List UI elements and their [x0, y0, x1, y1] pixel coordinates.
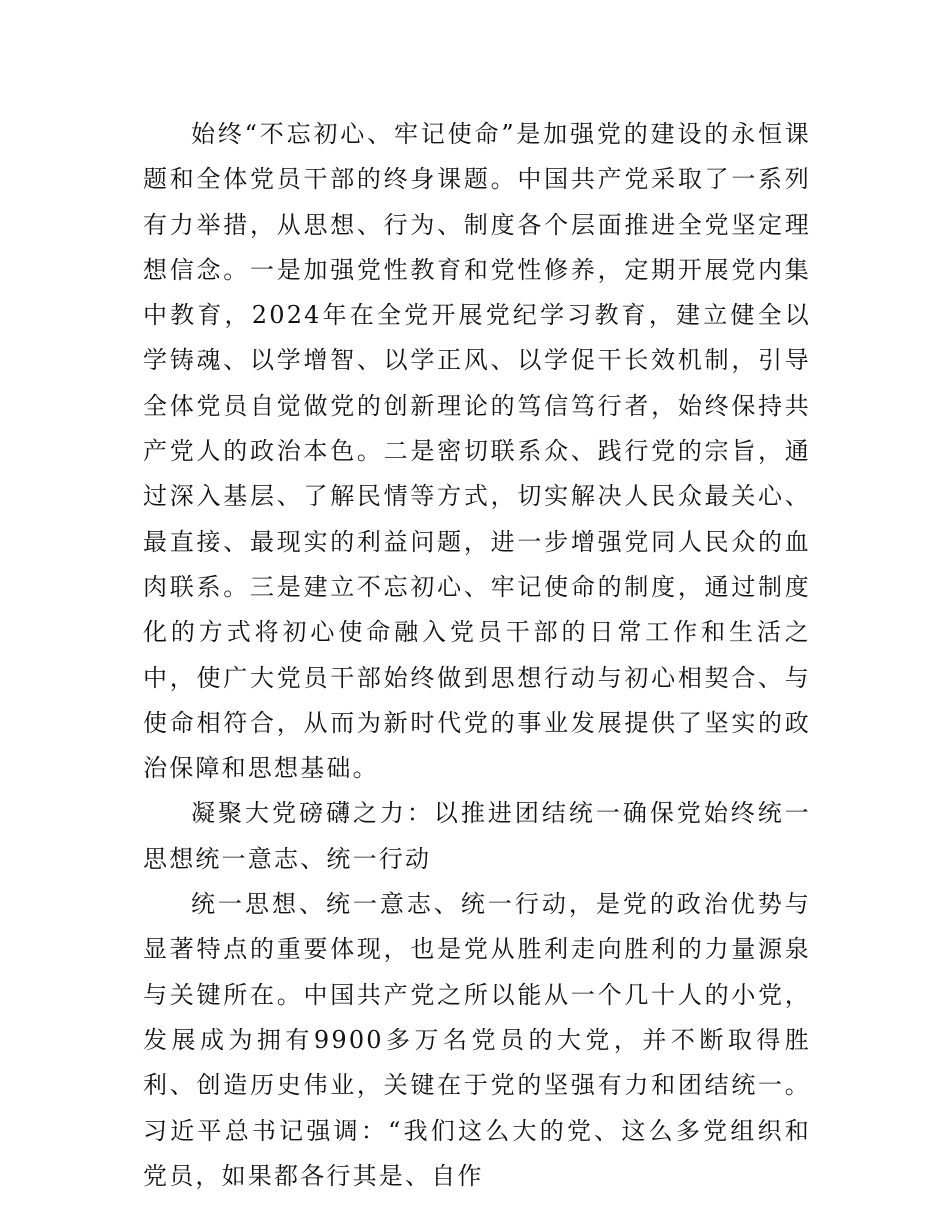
body-paragraph: 始终“不忘初心、牢记使命”是加强党的建设的永恒课题和全体党员干部的终身课题。中国共产党采取了一系列有力举措，从思想、行为、制度各个层面推进全党坚定理想信念。一是加强党性教育和党性修养，定期开展党内集中教育，2024年在全党开展党纪学习教育，建立健全以学铸魂、以学增智、以学正风、以学促干长效机制，引导全体党员自觉做党的创新理论的笃信笃行者，始终保持共产党人的政治本色。二是密切联系众、践行党的宗旨，通过深入基层、了解民情等方式，切实解决人民众最关心、最直接、最现实的利益问题，进一步增强党同人民众的血肉联系。三是建立不忘初心、牢记使命的制度，通过制度化的方式将初心使命融入党员干部的日常工作和生活之中，使广大党员干部始终做到思想行动与初心相契合、与使命相符合，从而为新时代党的事业发展提供了坚实的政治保障和思想基础。 [143, 120, 811, 783]
document-page [143, 112, 811, 1199]
section-heading: 凝聚大党磅礴之力：以推进团结统一确保党始终统一思想统一意志、统一行动 [143, 799, 811, 873]
body-paragraph: 统一思想、统一意志、统一行动，是党的政治优势与显著特点的重要体现，也是党从胜利走向胜利的力量源泉与关键所在。中国共产党之所以能从一个几十人的小党，发展成为拥有9900多万名党员的大党，并不断取得胜利、创造历史伟业，关键在于党的坚强有力和团结统一。习近平总书记强调：“我们这么大的党、这么多党组织和党员，如果都各行其是、自作 [143, 890, 811, 1190]
